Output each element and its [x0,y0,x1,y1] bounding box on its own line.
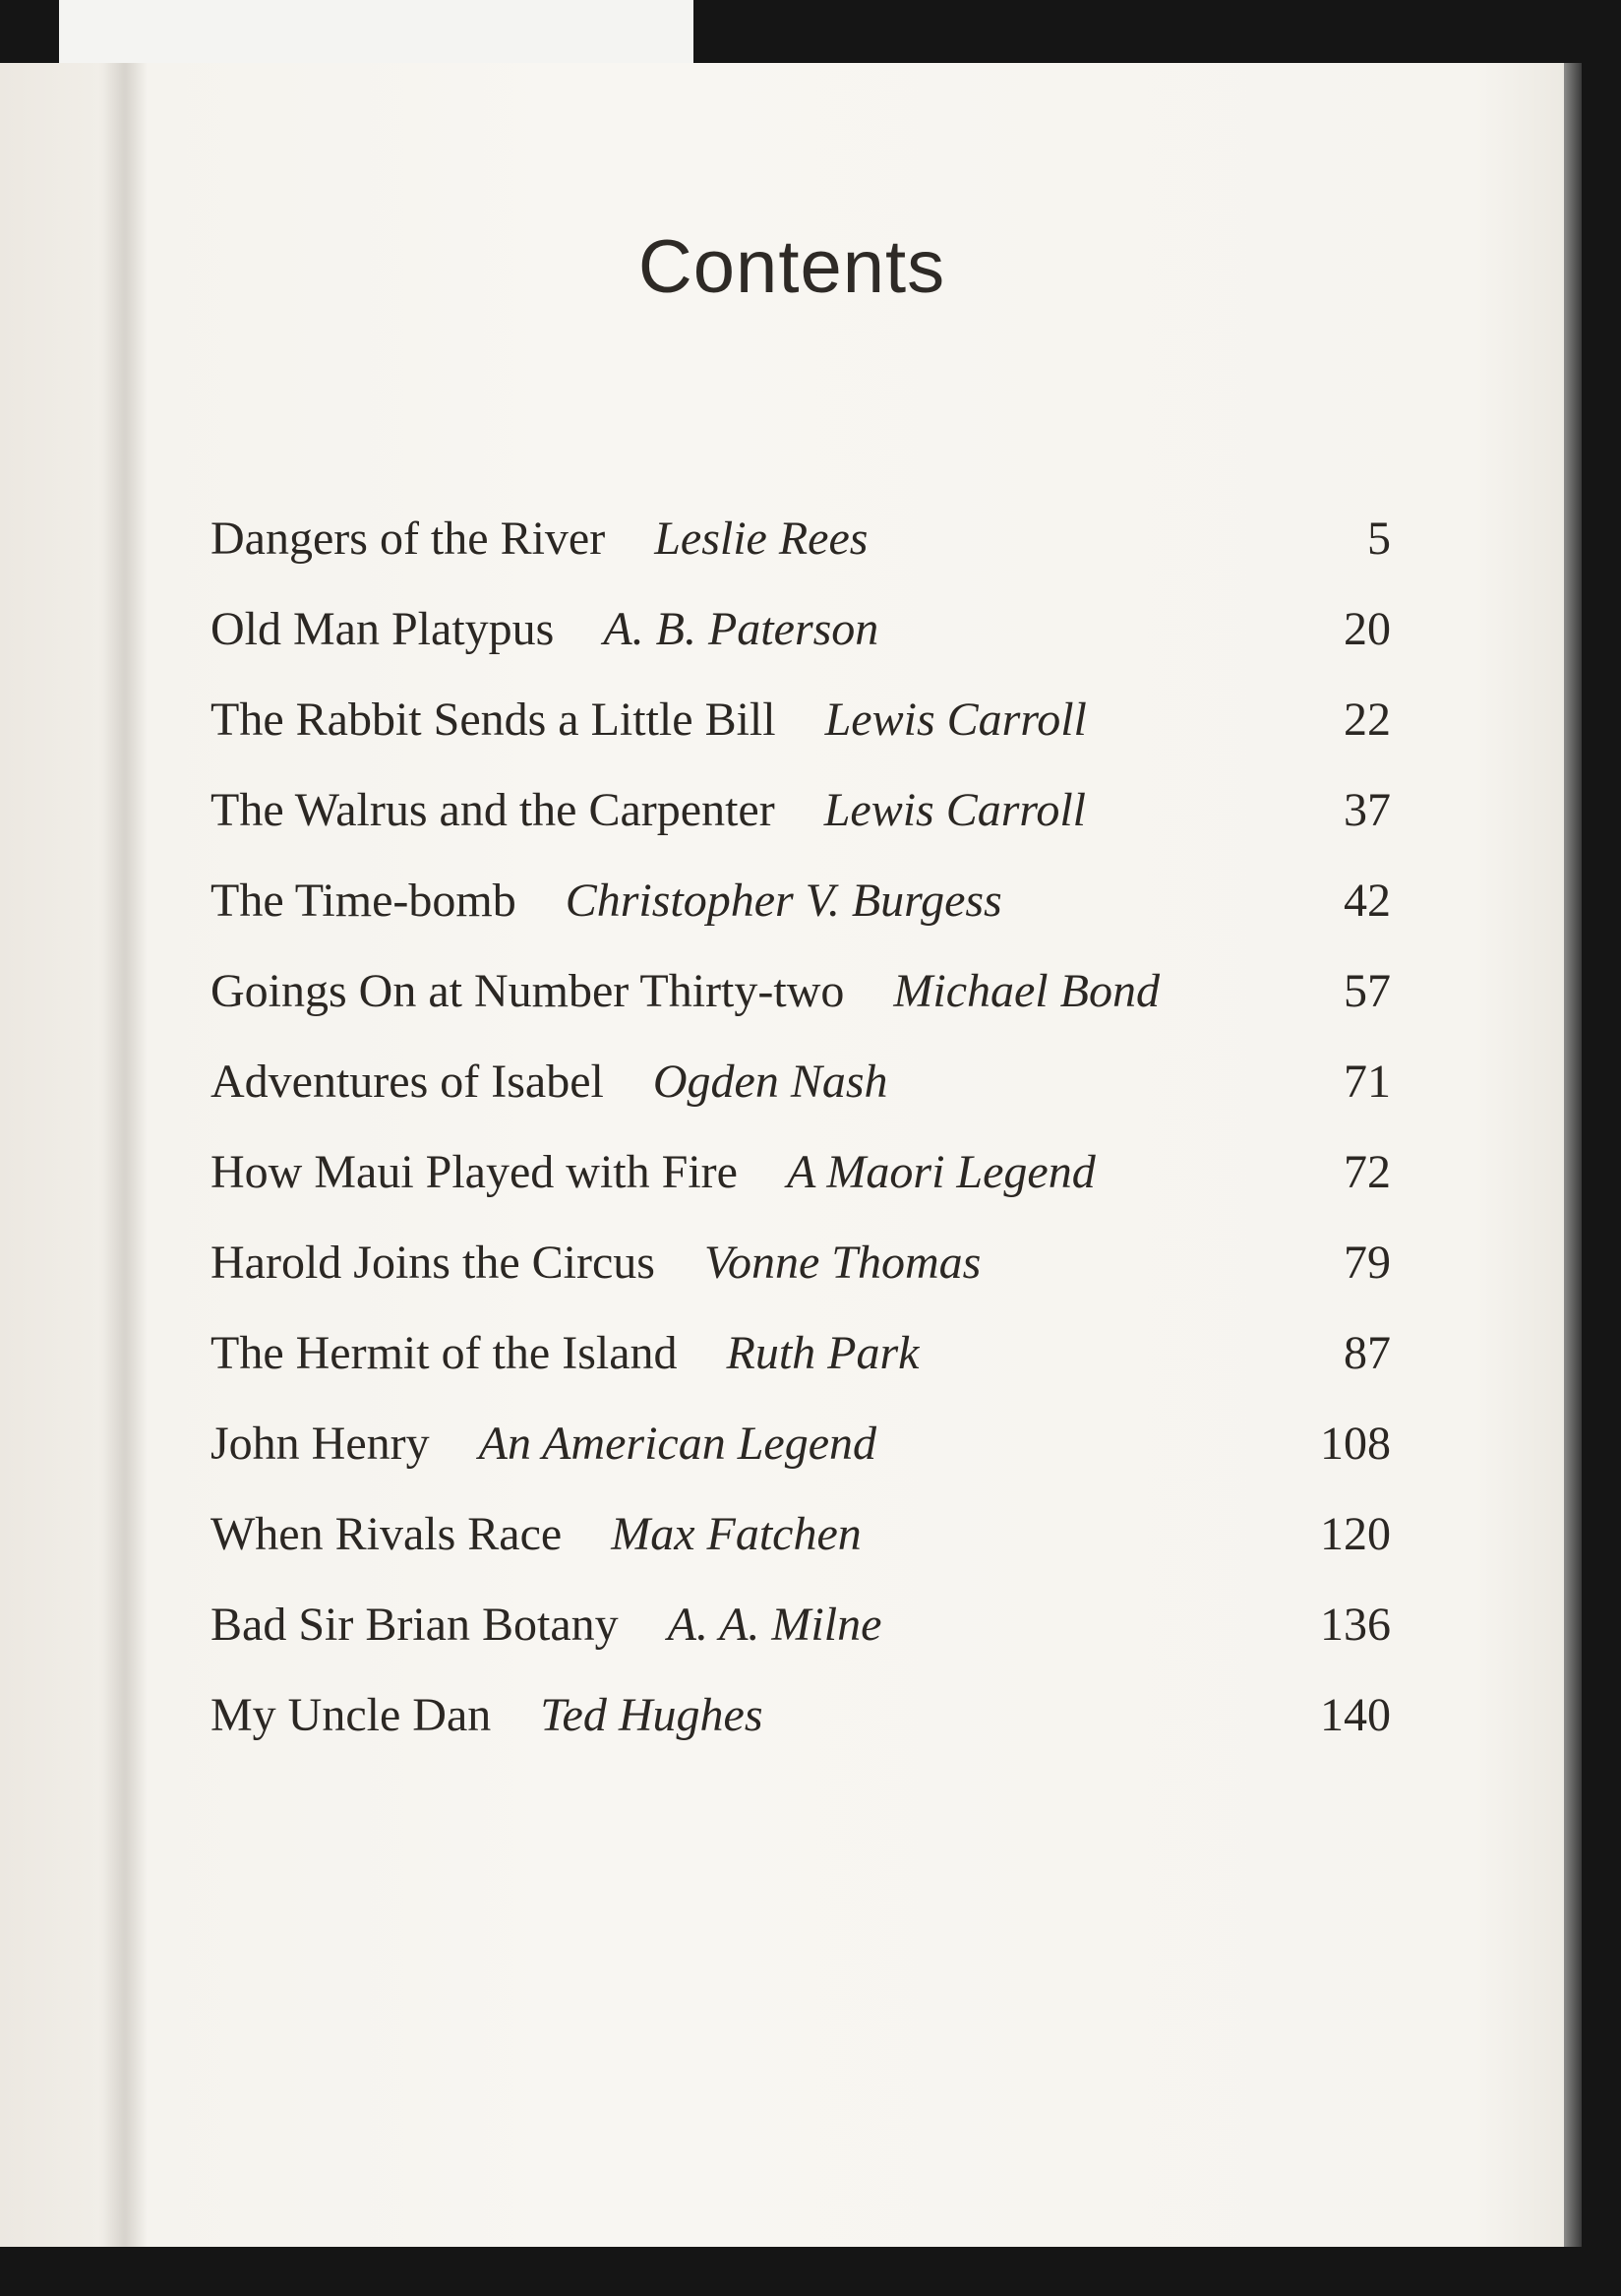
entry-page-number: 20 [1344,603,1391,655]
toc-entry [210,1688,1391,1779]
page-title: Contents [637,225,946,309]
entry-title: My Uncle Dan [210,1689,492,1741]
entry-author: Lewis Carroll [823,784,1086,836]
toc-entry [210,1598,1391,1688]
entry-page-number: 87 [1344,1327,1391,1379]
entry-author: Christopher V. Burgess [565,875,1002,927]
entry-title: The Time-bomb [210,875,516,927]
entry-author: Ted Hughes [540,1689,763,1741]
entry-author: Max Fatchen [611,1508,862,1560]
entry-page-number: 136 [1320,1599,1391,1651]
entry-author: A. B. Paterson [603,603,879,655]
toc-entry [210,964,1391,1055]
toc-entry [210,1236,1391,1326]
entry-page-number: 71 [1344,1056,1391,1108]
toc-entry [210,512,1391,602]
entry-author: Ogden Nash [652,1056,888,1108]
toc-entry [210,693,1391,783]
entry-title: Adventures of Isabel [210,1056,604,1108]
entry-title: Dangers of the River [210,513,606,565]
entry-author: Ruth Park [726,1327,920,1379]
entry-page-number: 79 [1344,1237,1391,1289]
toc-entry [210,602,1391,693]
entry-author: A Maori Legend [786,1146,1096,1198]
entry-page-number: 5 [1367,513,1391,565]
entry-page-number: 57 [1344,965,1391,1017]
entry-page-number: 37 [1344,784,1391,836]
toc-entry [210,1507,1391,1598]
entry-page-number: 140 [1320,1689,1391,1741]
entry-author: Lewis Carroll [824,694,1087,746]
toc-entry [210,1055,1391,1145]
entry-author: A. A. Milne [667,1599,882,1651]
scan-background-strip [59,0,693,63]
table-of-contents [210,512,1391,1779]
entry-title: Goings On at Number Thirty-two [210,965,845,1017]
toc-entry [210,874,1391,964]
entry-title: Harold Joins the Circus [210,1237,655,1289]
toc-entry [210,1326,1391,1417]
entry-title: John Henry [210,1418,430,1470]
entry-title: Bad Sir Brian Botany [210,1599,619,1651]
entry-author: Leslie Rees [654,513,869,565]
entry-author: Michael Bond [893,965,1160,1017]
entry-title: The Walrus and the Carpenter [210,784,775,836]
page-edge [1564,63,1582,2247]
entry-title: How Maui Played with Fire [210,1146,738,1198]
entry-title: The Hermit of the Island [210,1327,678,1379]
entry-title: Old Man Platypus [210,603,555,655]
page-gutter [98,63,148,2247]
entry-page-number: 22 [1344,694,1391,746]
entry-page-number: 108 [1320,1418,1391,1470]
entry-author: An American Legend [478,1418,877,1470]
entry-title: The Rabbit Sends a Little Bill [210,694,776,746]
entry-page-number: 120 [1320,1508,1391,1560]
entry-title: When Rivals Race [210,1508,563,1560]
entry-page-number: 42 [1344,875,1391,927]
entry-page-number: 72 [1344,1146,1391,1198]
toc-entry [210,1145,1391,1236]
toc-entry [210,783,1391,874]
entry-author: Vonne Thomas [703,1237,982,1289]
toc-entry [210,1417,1391,1507]
